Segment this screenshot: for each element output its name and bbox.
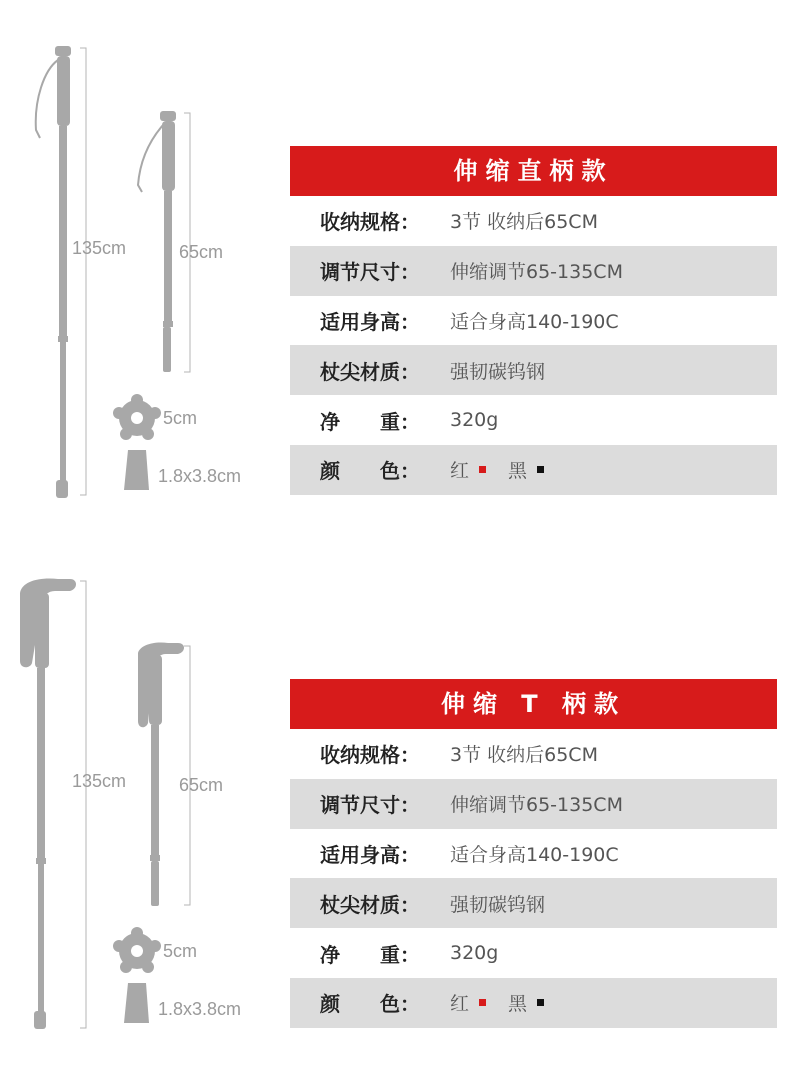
spec-row-tip-material (290, 878, 777, 928)
basket-size-label: 5cm (163, 941, 198, 961)
black-swatch-icon (537, 999, 544, 1006)
pole-drawing (0, 533, 270, 1066)
row-value: 伸缩调节65-135CM (450, 261, 623, 284)
row-key-b: 色： (380, 992, 420, 1017)
row-value: 3节 收纳后65CM (450, 744, 598, 767)
color-black-label: 黑 (508, 460, 528, 483)
row-value: 适合身高140-190C (450, 843, 619, 866)
spec-row-height (290, 829, 777, 879)
row-key-a: 颜 (320, 992, 340, 1017)
row-key: 收纳规格： (320, 743, 420, 768)
collapsed-length-label: 65cm (179, 242, 224, 262)
row-key: 杖尖材质： (320, 892, 420, 917)
row-key-a: 净 (320, 942, 340, 967)
row-key: 适用身高： (320, 842, 420, 867)
row-key (290, 455, 420, 484)
row-key: 调节尺寸： (320, 793, 420, 818)
spec-row-color (290, 445, 777, 495)
row-key (290, 406, 420, 435)
row-key: 杖尖材质： (320, 359, 420, 384)
row-value: 适合身高140-190C (450, 310, 619, 333)
spec-row-tip-material (290, 345, 777, 395)
full-length-label: 135cm (72, 771, 127, 791)
full-length-label: 135cm (72, 238, 127, 258)
spec-row-adjust (290, 779, 777, 829)
row-key: 适用身高： (320, 309, 420, 334)
straight-pole-illustration (0, 0, 270, 533)
red-swatch-icon (479, 466, 486, 473)
spec-title: 伸缩直柄款 (290, 146, 777, 196)
row-value: 320g (450, 942, 499, 965)
row-key-b: 色： (380, 459, 420, 484)
spec-title: 伸缩 T 柄款 (290, 679, 777, 729)
tip-size-label: 1.8x3.8cm (158, 999, 242, 1019)
collapsed-length-label: 65cm (179, 775, 224, 795)
row-value: 强韧碳钨钢 (450, 893, 546, 916)
straight-handle-section (0, 0, 790, 533)
row-value: 3节 收纳后65CM (450, 211, 598, 234)
row-key-a: 净 (320, 409, 340, 434)
spec-row-adjust (290, 246, 777, 296)
row-value: 伸缩调节65-135CM (450, 794, 623, 817)
row-key (290, 939, 420, 968)
row-key: 收纳规格： (320, 210, 420, 235)
spec-row-storage (290, 729, 777, 779)
row-key-a: 颜 (320, 459, 340, 484)
color-black-label: 黑 (508, 993, 528, 1016)
pole-drawing (0, 0, 270, 533)
color-red-label: 红 (450, 993, 470, 1016)
basket-size-label: 5cm (163, 408, 198, 428)
red-swatch-icon (479, 999, 486, 1006)
spec-row-storage (290, 196, 777, 246)
t-pole-illustration (0, 533, 270, 1066)
spec-table (290, 146, 777, 495)
spec-row-color (290, 978, 777, 1028)
row-value (420, 456, 566, 483)
spec-table (290, 679, 777, 1028)
tip-icon (124, 450, 149, 490)
row-key-b: 重： (380, 942, 420, 967)
t-handle-section (0, 533, 790, 1066)
spec-row-weight (290, 928, 777, 978)
color-red-label: 红 (450, 460, 470, 483)
row-value: 强韧碳钨钢 (450, 360, 546, 383)
row-value (420, 989, 566, 1016)
spec-row-height (290, 296, 777, 346)
row-value: 320g (450, 409, 499, 432)
black-swatch-icon (537, 466, 544, 473)
tip-icon (124, 983, 149, 1023)
row-key: 调节尺寸： (320, 260, 420, 285)
tip-size-label: 1.8x3.8cm (158, 466, 242, 486)
row-key-b: 重： (380, 409, 420, 434)
spec-row-weight (290, 395, 777, 445)
row-key (290, 988, 420, 1017)
